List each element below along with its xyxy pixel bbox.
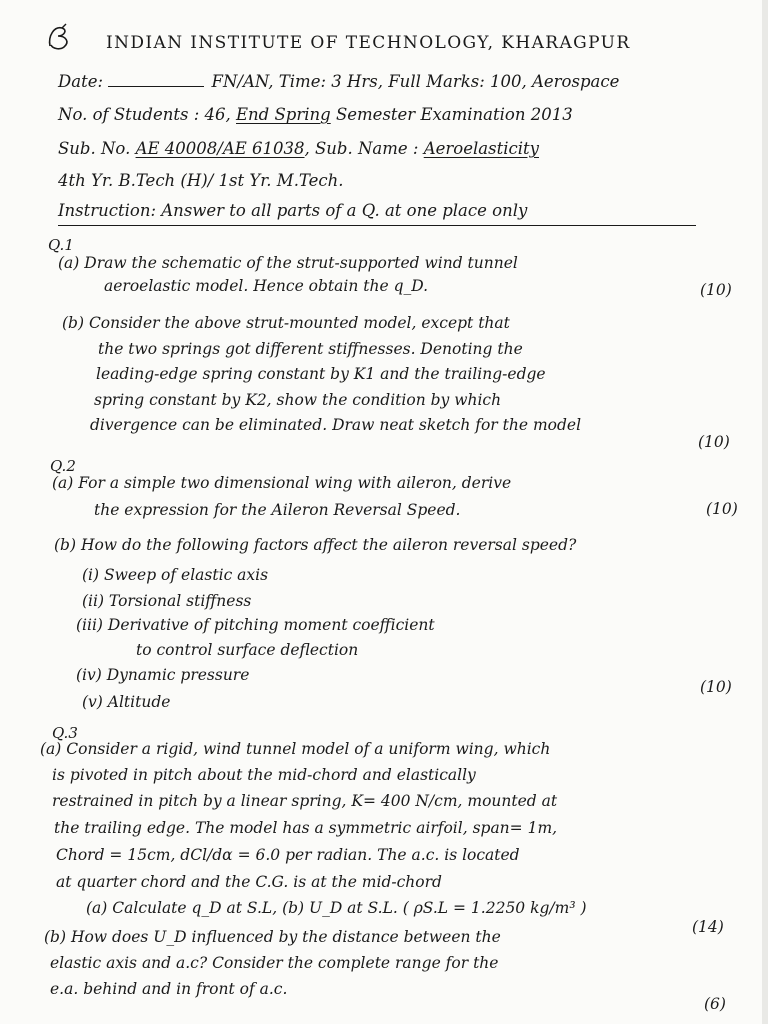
q1b-line: divergence can be eliminated. Draw neat sketch for the model (90, 416, 582, 434)
q2b-item: (ii) Torsional stiffness (82, 592, 252, 610)
date-label: Date: (58, 72, 104, 91)
q1b-line: (b) Consider the above strut-mounted model, except that (62, 314, 510, 332)
question-2-number: Q.2 (50, 457, 76, 475)
date-line (58, 72, 619, 92)
q2a-line: the expression for the Aileron Reversal Speed. (94, 501, 461, 519)
q2b-item-continued: to control surface deflection (136, 641, 359, 659)
header-divider (58, 225, 696, 226)
q2b-marks: (10) (700, 678, 732, 696)
exam-info-line-1: FN/AN, Time: 3 Hrs, Full Marks: 100, Aerospace (211, 72, 620, 91)
q3b-line: (b) How does U_D influenced by the distance between the (44, 928, 501, 946)
exam-info-line-2: No. of Students : 46, End Spring Semester Examination 2013 (58, 105, 573, 124)
semester-name: End Spring (236, 105, 331, 124)
q1b-line: spring constant by K2, show the condition by which (94, 391, 502, 409)
q2b-item: (iii) Derivative of pitching moment coefficient (76, 616, 435, 634)
q2a-marks: (10) (706, 500, 738, 518)
q1b-line: the two springs got different stiffnesses. Denoting the (98, 340, 523, 358)
q3a-line: restrained in pitch by a linear spring, K= 400 N/cm, mounted at (52, 792, 558, 810)
q3a-line: (a) Consider a rigid, wind tunnel model of a uniform wing, which (40, 740, 551, 758)
q1a-marks: (10) (700, 281, 732, 299)
q1b-marks: (10) (698, 433, 730, 451)
q2a-line: (a) For a simple two dimensional wing with aileron, derive (52, 474, 512, 492)
q3b-line: elastic axis and a.c? Consider the complete range for the (50, 954, 499, 972)
question-3-number: Q.3 (52, 724, 78, 742)
q1b-line: leading-edge spring constant by K1 and the trailing-edge (96, 365, 546, 383)
q2b-item: (v) Altitude (82, 693, 171, 711)
q2b-question: (b) How do the following factors affect the aileron reversal speed? (54, 536, 577, 554)
q2b-item: (i) Sweep of elastic axis (82, 566, 269, 584)
q3a-marks: (14) (692, 918, 724, 936)
date-blank (108, 86, 204, 87)
question-1-number: Q.1 (48, 236, 74, 254)
page-edge-shadow (762, 0, 768, 1024)
subject-name: Aeroelasticity (423, 139, 539, 158)
instruction-line: Instruction: Answer to all parts of a Q. at one place only (58, 201, 528, 220)
q3a-line: is pivoted in pitch about the mid-chord and elastically (52, 766, 476, 784)
institute-monogram-icon (44, 22, 74, 52)
q3b-marks: (6) (704, 995, 726, 1013)
q1a-line: aeroelastic model. Hence obtain the q_D. (104, 277, 429, 295)
q3a-line: at quarter chord and the C.G. is at the mid-chord (56, 873, 442, 891)
q3b-line: e.a. behind and in front of a.c. (50, 980, 288, 998)
subject-number: AE 40008/AE 61038 (135, 139, 305, 158)
q3a-subparts: (a) Calculate q_D at S.L, (b) U_D at S.L. ( ρS.L = 1.2250 kg/m³ ) (86, 899, 587, 917)
q2b-item: (iv) Dynamic pressure (76, 666, 250, 684)
q3a-line: Chord = 15cm, dCl/dα = 6.0 per radian. The a.c. is located (56, 846, 520, 864)
institute-title: INDIAN INSTITUTE OF TECHNOLOGY, KHARAGPUR (106, 33, 631, 53)
subject-line: Sub. No. AE 40008/AE 61038, Sub. Name : Aeroelasticity (58, 139, 539, 158)
q1a-line: (a) Draw the schematic of the strut-supported wind tunnel (58, 254, 518, 272)
program-line: 4th Yr. B.Tech (H)/ 1st Yr. M.Tech. (58, 171, 344, 190)
q3a-line: the trailing edge. The model has a symmetric airfoil, span= 1m, (54, 819, 558, 837)
